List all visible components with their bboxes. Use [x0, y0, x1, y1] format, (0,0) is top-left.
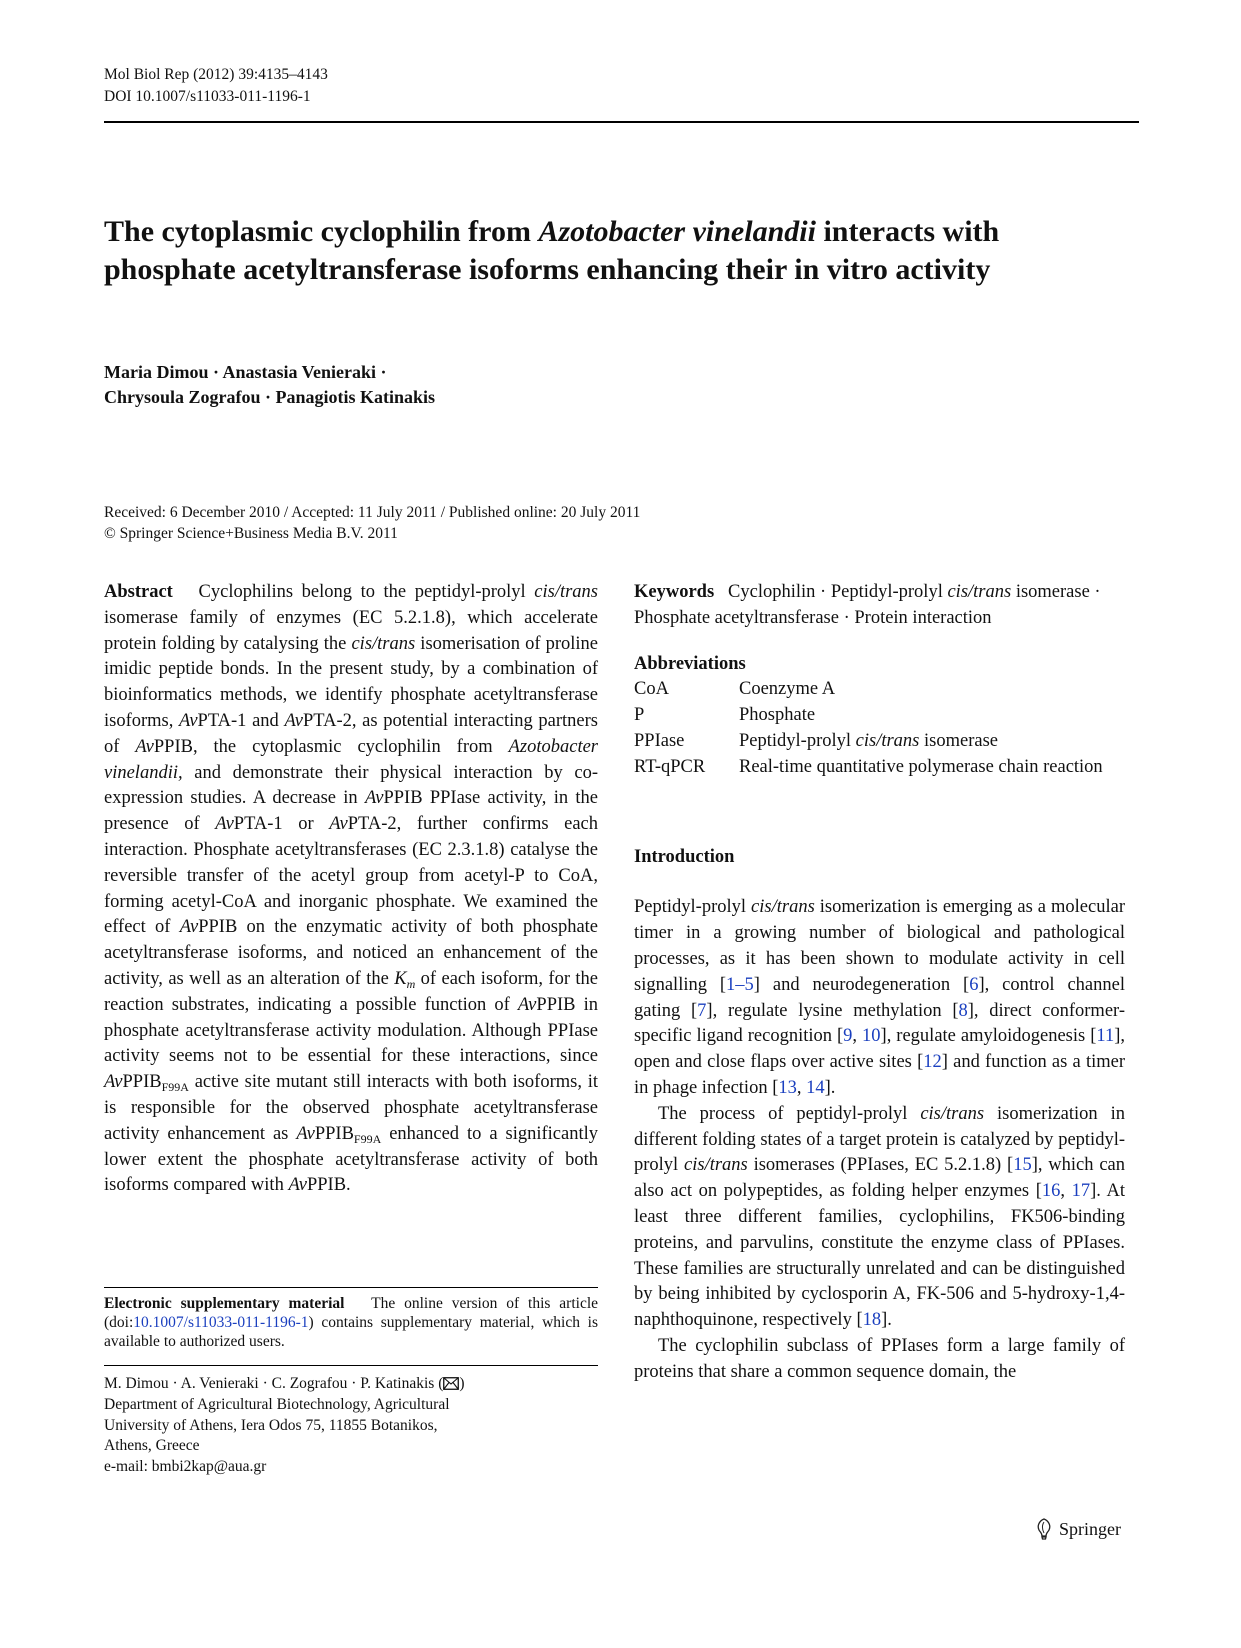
- intro-text: ], regulate lysine methylation [: [706, 1000, 959, 1021]
- citation-link[interactable]: 12: [923, 1052, 942, 1073]
- abstract-text: PTA-1 and: [197, 710, 285, 731]
- affiliation-city: Athens, Greece: [104, 1437, 200, 1455]
- intro-text: ].: [824, 1077, 836, 1098]
- publisher-name: Springer: [1059, 1518, 1121, 1539]
- abstract-italic: Av: [284, 710, 303, 731]
- keywords-text: Cyclophilin · Peptidyl-prolyl: [728, 582, 948, 602]
- footnote-rule: [104, 1287, 598, 1288]
- abstract-text: PPIB on the enzymatic activity of both phosphate acetyltransferase isoforms, and noticed an enhancement of the activity, as well as an alteration of the: [104, 917, 599, 989]
- abbrev-value: [739, 729, 1103, 755]
- keywords-italic: cis/trans: [947, 582, 1012, 602]
- doi-link[interactable]: 10.1007/s11033-011-1196-1: [133, 1314, 309, 1331]
- publication-dates: [104, 502, 640, 544]
- abbrev-key: P: [634, 705, 645, 726]
- esm-text: The online version of this article (doi:: [104, 1295, 599, 1331]
- abbreviations: [634, 652, 1125, 781]
- title-text-end: interacts with phosphate acetyltransferase isoforms enhancing their in vitro activity: [104, 215, 1000, 286]
- esm-text: ) contains supplementary material, which is available to authorized users.: [104, 1314, 598, 1350]
- citation-link[interactable]: 18: [862, 1310, 882, 1331]
- intro-paragraph-2: [634, 1102, 1125, 1334]
- abbrev-key: RT-qPCR: [634, 756, 706, 777]
- abstract-text: PPIB, the cytoplasmic cyclophilin from: [153, 736, 509, 757]
- citation-link[interactable]: 9: [843, 1026, 853, 1047]
- intro-text: isomerases (PPIases, EC 5.2.1.8) [: [747, 1155, 1014, 1176]
- abstract-text: PPIB in phosphate acetyltransferase activity modulation. Although PPIase activity seems not to be essential for these interactions, since: [104, 994, 598, 1067]
- abstract-italic: Av: [179, 710, 198, 731]
- abstract-text: PPIB PPIase activity, in the presence of: [104, 788, 598, 835]
- abstract-italic: Azotobacter vinelandii,: [104, 736, 598, 783]
- intro-text: ], open and close flaps over active sites [: [634, 1026, 1125, 1073]
- intro-text: ,: [796, 1077, 807, 1098]
- abbrev-text: isomerase: [919, 730, 998, 751]
- intro-text: ].: [881, 1310, 892, 1331]
- citation-link[interactable]: 15: [1013, 1155, 1032, 1176]
- abstract-subscript: m: [406, 976, 416, 991]
- citation-link[interactable]: 6: [969, 974, 979, 995]
- article-title: [104, 213, 1114, 289]
- intro-text: ,: [852, 1026, 863, 1047]
- citation-link[interactable]: 17: [1071, 1181, 1091, 1202]
- abstract-italic: cis/trans: [534, 582, 598, 602]
- intro-text: The process of peptidyl-prolyl: [658, 1103, 921, 1124]
- author-list: [104, 360, 435, 410]
- abstract-text: isomerase family of enzymes (EC 5.2.1.8), which accelerate protein folding by catalysing the: [104, 607, 598, 654]
- intro-text: isomerization in different folding states of a target protein is catalyzed by peptidyl-prolyl: [634, 1103, 1125, 1176]
- affiliation-email[interactable]: e-mail: bmbi2kap@aua.gr: [104, 1458, 267, 1476]
- intro-paragraph-1: [634, 895, 1125, 1101]
- abbrev-value: Phosphate: [739, 705, 816, 726]
- abstract-italic: Av: [288, 1175, 307, 1196]
- abbrev-value: Coenzyme A: [739, 679, 836, 700]
- abbreviation-row: [634, 677, 1103, 703]
- intro-text: ,: [1060, 1181, 1072, 1202]
- intro-text: ], which can also act on polypeptides, as folding helper enzymes [: [634, 1155, 1125, 1202]
- abstract-text: PPIB: [122, 1072, 162, 1093]
- running-header: [104, 64, 328, 108]
- abstract-italic: Av: [296, 1123, 315, 1144]
- abstract-italic: Av: [135, 736, 154, 757]
- authors-line-1: Maria Dimou · Anastasia Venieraki ·: [104, 362, 387, 382]
- abbreviation-row: [634, 703, 1103, 729]
- authors-line-2: Chrysoula Zografou · Panagiotis Katinakis: [104, 387, 436, 407]
- abstract-text: PPIB: [314, 1123, 354, 1144]
- keywords-heading: Keywords: [634, 582, 715, 602]
- right-column: [634, 580, 1125, 1386]
- esm-heading: Electronic supplementary material: [104, 1295, 345, 1312]
- affiliation-text: ): [459, 1375, 465, 1392]
- citation-link[interactable]: 11: [1096, 1026, 1115, 1047]
- affiliation-rule: [104, 1365, 598, 1366]
- intro-italic: cis/trans: [751, 897, 815, 918]
- abstract-text: PTA-2, as potential interacting partners of: [104, 710, 598, 757]
- abstract: [104, 580, 598, 1199]
- abstract-italic: Av: [104, 1072, 123, 1093]
- intro-text: ]. At least three different families, cyclophilins, FK506-binding proteins, and parvulins, constitute the enzyme class of PPIases. These families are structurally unrelated and can be distinguished by being inhibited by cyclosporin A, FK-506 and 5-hydroxy-1,4-naphthoquinone, respectively [: [634, 1181, 1126, 1331]
- citation-link[interactable]: 1–5: [726, 974, 754, 995]
- springer-logo-icon: [1033, 1518, 1055, 1540]
- intro-text: ] and function as a timer in phage infection [: [634, 1052, 1126, 1098]
- abstract-italic: K: [394, 968, 407, 989]
- abstract-text: PTA-1 or: [233, 814, 330, 835]
- abstract-text: and demonstrate their physical interaction by co-expression studies. A decrease in: [104, 762, 598, 809]
- abstract-heading: Abstract: [104, 582, 173, 602]
- abstract-italic: Av: [517, 994, 537, 1015]
- abstract-italic: Av: [215, 814, 234, 835]
- affiliation-dept: Department of Agricultural Biotechnology, Agricultural: [104, 1395, 450, 1413]
- doi-line: DOI 10.1007/s11033-011-1196-1: [104, 88, 311, 105]
- intro-text: ], direct conformer-specific ligand recognition [: [634, 1000, 1125, 1047]
- abstract-text: of each isoform, for the reaction substrates, indicating a possible function of: [104, 968, 598, 1015]
- abbreviation-row: [634, 729, 1103, 755]
- intro-text: The cyclophilin subclass of PPIases form a large family of proteins that share a common sequence domain, the: [634, 1335, 1125, 1382]
- keywords-text: isomerase · Phosphate acetyltransferase · Protein interaction: [634, 582, 1101, 628]
- abbreviations-heading: Abbreviations: [634, 653, 746, 674]
- dates-line: Received: 6 December 2010 / Accepted: 11 July 2011 / Published online: 20 July 2011: [104, 504, 641, 521]
- supplementary-note: [104, 1294, 598, 1351]
- affiliation-block: [104, 1374, 598, 1478]
- intro-paragraph-3: [634, 1334, 1125, 1386]
- abstract-text: Cyclophilins belong to the peptidyl-prolyl: [198, 582, 535, 602]
- abstract-text: active site mutant still interacts with both isoforms, it is responsible for the observed phosphate acetyltransferase activity enhancement as: [104, 1072, 598, 1144]
- abstract-text: isomerisation of proline imidic peptide bonds. In the present study, by a combination of bioinformatics methods, we identify phosphate acetyltransferase isoforms,: [104, 633, 599, 731]
- citation-link[interactable]: 7: [697, 1000, 707, 1021]
- title-text: The cytoplasmic cyclophilin from: [104, 215, 539, 248]
- abstract-italic: Av: [329, 814, 348, 835]
- abstract-subscript: F99A: [353, 1131, 382, 1146]
- abstract-italic: Av: [364, 788, 384, 809]
- abstract-italic: cis/trans: [351, 633, 416, 654]
- intro-italic: cis/trans: [684, 1155, 748, 1176]
- abbrev-value: Real-time quantitative polymerase chain reaction: [739, 756, 1103, 777]
- abbrev-text: Peptidyl-prolyl: [739, 730, 856, 751]
- intro-italic: cis/trans: [920, 1103, 985, 1124]
- intro-text: isomerization is emerging as a molecular timer in a growing number of biological and pathological processes, as it has been shown to modulate activity in cell signalling [: [634, 897, 1125, 995]
- abbreviation-row: [634, 755, 1103, 781]
- title-italic: Azotobacter vinelandii: [538, 215, 816, 248]
- abstract-subscript: F99A: [161, 1080, 189, 1095]
- abbrev-key: CoA: [634, 679, 669, 700]
- header-rule: [104, 121, 1139, 123]
- intro-text: ], regulate amyloidogenesis [: [880, 1026, 1097, 1047]
- abbrev-key: PPIase: [634, 730, 685, 751]
- citation-link[interactable]: 8: [958, 1000, 968, 1021]
- affiliation-text: M. Dimou · A. Venieraki · C. Zografou · P. Katinakis (: [104, 1375, 444, 1392]
- intro-text: ] and neurodegeneration [: [753, 974, 970, 995]
- citation-link[interactable]: 16: [1041, 1181, 1061, 1202]
- affiliation-address: University of Athens, Iera Odos 75, 11855 Botanikos,: [104, 1416, 438, 1434]
- citation-link[interactable]: 10: [862, 1026, 881, 1047]
- keywords: [634, 580, 1125, 632]
- abstract-text: PTA-2, further confirms each interaction. Phosphate acetyltransferases (EC 2.3.1.8) catalyse the reversible transfer of the acetyl group from acetyl-P to CoA, forming acetyl-CoA and inorganic phosphate. We examined the effect of: [104, 814, 599, 938]
- copyright-line: © Springer Science+Business Media B.V. 2011: [104, 525, 398, 542]
- abstract-text: enhanced to a significantly lower extent the phosphate acetyltransferase activity of both isoforms compared with: [104, 1123, 598, 1196]
- abstract-column: [104, 580, 598, 1199]
- abbreviations-table: [634, 677, 1103, 780]
- publisher-footer: [1033, 1518, 1121, 1540]
- intro-text: ], control channel gating [: [634, 974, 1125, 1021]
- citation-link[interactable]: 13: [778, 1077, 797, 1098]
- abbrev-italic: cis/trans: [855, 730, 920, 751]
- affiliation-authors: [104, 1374, 598, 1395]
- journal-citation: Mol Biol Rep (2012) 39:4135–4143: [104, 66, 328, 83]
- envelope-icon: [443, 1377, 459, 1390]
- abstract-italic: Av: [179, 917, 199, 938]
- citation-link[interactable]: 14: [806, 1077, 825, 1098]
- abstract-text: PPIB.: [306, 1175, 351, 1196]
- introduction-heading: Introduction: [634, 846, 735, 867]
- intro-text: Peptidyl-prolyl: [634, 897, 752, 918]
